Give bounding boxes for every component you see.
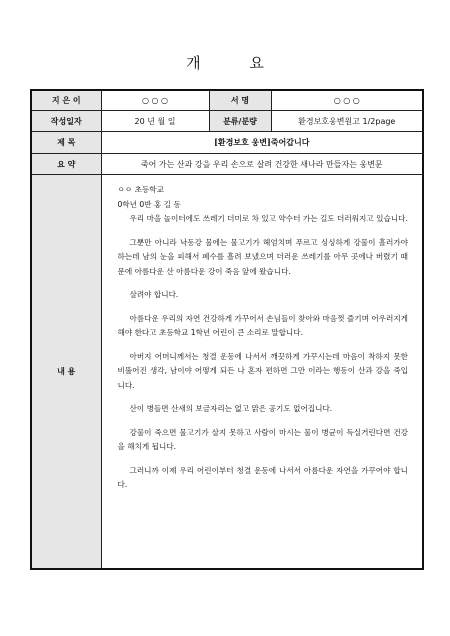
date-value: 20 년 월 일 — [101, 111, 209, 132]
content-paragraph: 그뿐만 아니라 낙동강 물에는 물고기가 헤엄치며 푸르고 싱싱하게 강물이 흘러가야 하는데 남의 눈을 피해서 폐수를 흘려 보냈으며 더러운 쓰레기를 아무 곳에나 버렸기 때문에 아름다운 산 아름다운 강이 죽음 앞에 왔습니다. — [117, 237, 408, 276]
content-label: 내 용 — [31, 175, 101, 570]
content-row — [31, 175, 423, 570]
author-label: 지 은 이 — [31, 90, 101, 111]
student-name: 0학년 0반 홍 길 동 — [117, 199, 181, 209]
content-paragraph: 산이 병들면 산새의 보금자리는 없고 맑은 공기도 없어집니다. — [129, 404, 333, 413]
summary-label: 요 약 — [31, 154, 101, 175]
signature-label: 서 명 — [209, 90, 271, 111]
school-name: ㅇㅇ 초등학교 — [117, 185, 164, 194]
subject-label: 제 목 — [31, 132, 101, 154]
content-paragraph: 아름다운 우리의 자연 건강하게 가꾸어서 손님들이 찾아와 마음껏 즐기며 어우러지게 해야 한다고 초등학교 1학년 어린이 큰 소리로 말합니다. — [117, 313, 408, 337]
page-title: 개 요 — [186, 54, 286, 72]
subject-value: [환경보호 웅변]죽어갑니다 — [101, 132, 423, 154]
author-row — [31, 90, 423, 111]
date-label: 작성일자 — [31, 111, 101, 132]
date-row — [31, 111, 423, 132]
content-paragraph: 우리 마을 놀이터에도 쓰레기 더미로 차 있고 약수터 가는 길도 더러워지고 있습니다. — [129, 214, 408, 223]
author-value: ○ ○ ○ — [101, 90, 209, 111]
category-value: 환경보호웅변원고 1/2page — [271, 111, 423, 132]
content-paragraph: 살려야 합니다. — [129, 290, 179, 299]
content-cell — [101, 175, 423, 570]
content-paragraph: 강물이 죽으면 물고기가 살지 못하고 사람이 마시는 물이 병균이 득실거린다면 건강을 해치게 됩니다. — [117, 427, 408, 451]
summary-value: 죽어 가는 산과 강을 우리 손으로 살려 건강한 새나라 만들자는 웅변문 — [101, 154, 423, 175]
content-body — [106, 175, 419, 568]
subject-row — [31, 132, 423, 154]
category-label: 분류/분량 — [209, 111, 271, 132]
summary-row — [31, 154, 423, 175]
summary-form — [30, 89, 424, 570]
signature-value: ○ ○ ○ — [271, 90, 423, 111]
content-paragraph: 그러니까 이제 우리 어린이부터 청결 운동에 나서서 아름다운 자연을 가꾸어야 합니다. — [117, 465, 408, 489]
content-paragraph: 아버지 어머니께서는 청결 운동에 나서서 깨끗하게 가꾸시는데 마음이 착하지 못한 비뚤어진 생각, 남이야 어떻게 되든 나 혼자 편하면 그만 이라는 행동이 산과 강을 죽입니다. — [117, 351, 408, 390]
